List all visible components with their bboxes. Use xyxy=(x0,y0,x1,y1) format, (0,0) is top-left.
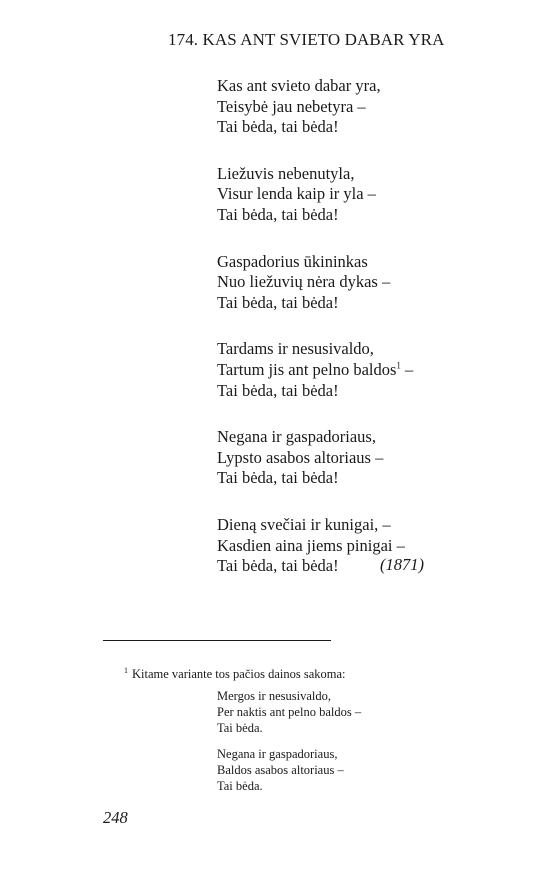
footnote-line: Per naktis ant pelno baldos – xyxy=(217,705,362,719)
poem-line-text: Tartum jis ant pelno baldos xyxy=(217,359,397,379)
poem-line: Kas ant svieto dabar yra, xyxy=(217,76,381,95)
footnote-mark: 1 xyxy=(124,665,128,675)
poem-line: Liežuvis nebenutyla, xyxy=(217,163,355,183)
poem-line: Tardams ir nesusivaldo, xyxy=(217,339,374,359)
poem-line: Tai bėda, tai bėda! xyxy=(217,204,339,224)
footnote-line: Baldos asabos altoriaus – xyxy=(217,763,344,777)
stanza xyxy=(217,252,477,314)
poem-line: Gaspadorius ūkininkas xyxy=(217,251,368,271)
poem-line-with-footnote xyxy=(217,360,477,381)
footnote-line: Mergos ir nesusivaldo, xyxy=(217,689,331,703)
poem-line: Dieną svečiai ir kunigai, – xyxy=(217,514,391,534)
poem-line: Tai bėda, tai bėda! xyxy=(217,468,339,488)
poem-title: 174. KAS ANT SVIETO DABAR YRA xyxy=(168,30,445,49)
footnote-reference[interactable]: 1 xyxy=(396,360,401,371)
footnote-line: Tai bėda. xyxy=(217,721,263,735)
poem-body xyxy=(217,76,477,577)
footnote-line: Negana ir gaspadoriaus, xyxy=(217,747,338,761)
poem-line: Tai bėda, tai bėda! xyxy=(217,292,339,312)
footnote-line: Tai bėda. xyxy=(217,779,263,793)
poem-line: Lypsto asabos altoriaus – xyxy=(217,447,384,467)
poem-line: Tai bėda, tai bėda! xyxy=(217,117,339,137)
stanza xyxy=(217,76,477,138)
stanza xyxy=(217,515,477,577)
stanza xyxy=(217,164,477,226)
line-dash: – xyxy=(400,359,414,379)
footnote-stanza xyxy=(217,688,361,736)
footnote-variant xyxy=(217,688,361,804)
poem-date: (1871) xyxy=(380,555,424,574)
footnote-intro-text: Kitame variante tos pačios dainos sakoma: xyxy=(132,667,346,681)
poem-line: Teisybė jau nebetyra – xyxy=(217,96,366,116)
poem-line: Tai bėda, tai bėda! xyxy=(217,380,339,400)
stanza xyxy=(217,427,477,489)
poem-line: Tai bėda, tai bėda! xyxy=(217,556,339,576)
page-number: 248 xyxy=(103,808,128,827)
footnote-divider xyxy=(103,640,331,641)
poem-line: Kasdien aina jiems pinigai – xyxy=(217,535,405,555)
stanza xyxy=(217,339,477,401)
poem-line: Negana ir gaspadoriaus, xyxy=(217,427,376,447)
footnote-intro xyxy=(124,667,345,682)
poem-line: Nuo liežuvių nėra dykas – xyxy=(217,272,391,292)
footnote-stanza xyxy=(217,746,361,794)
poem-line: Visur lenda kaip ir yla – xyxy=(217,184,376,204)
